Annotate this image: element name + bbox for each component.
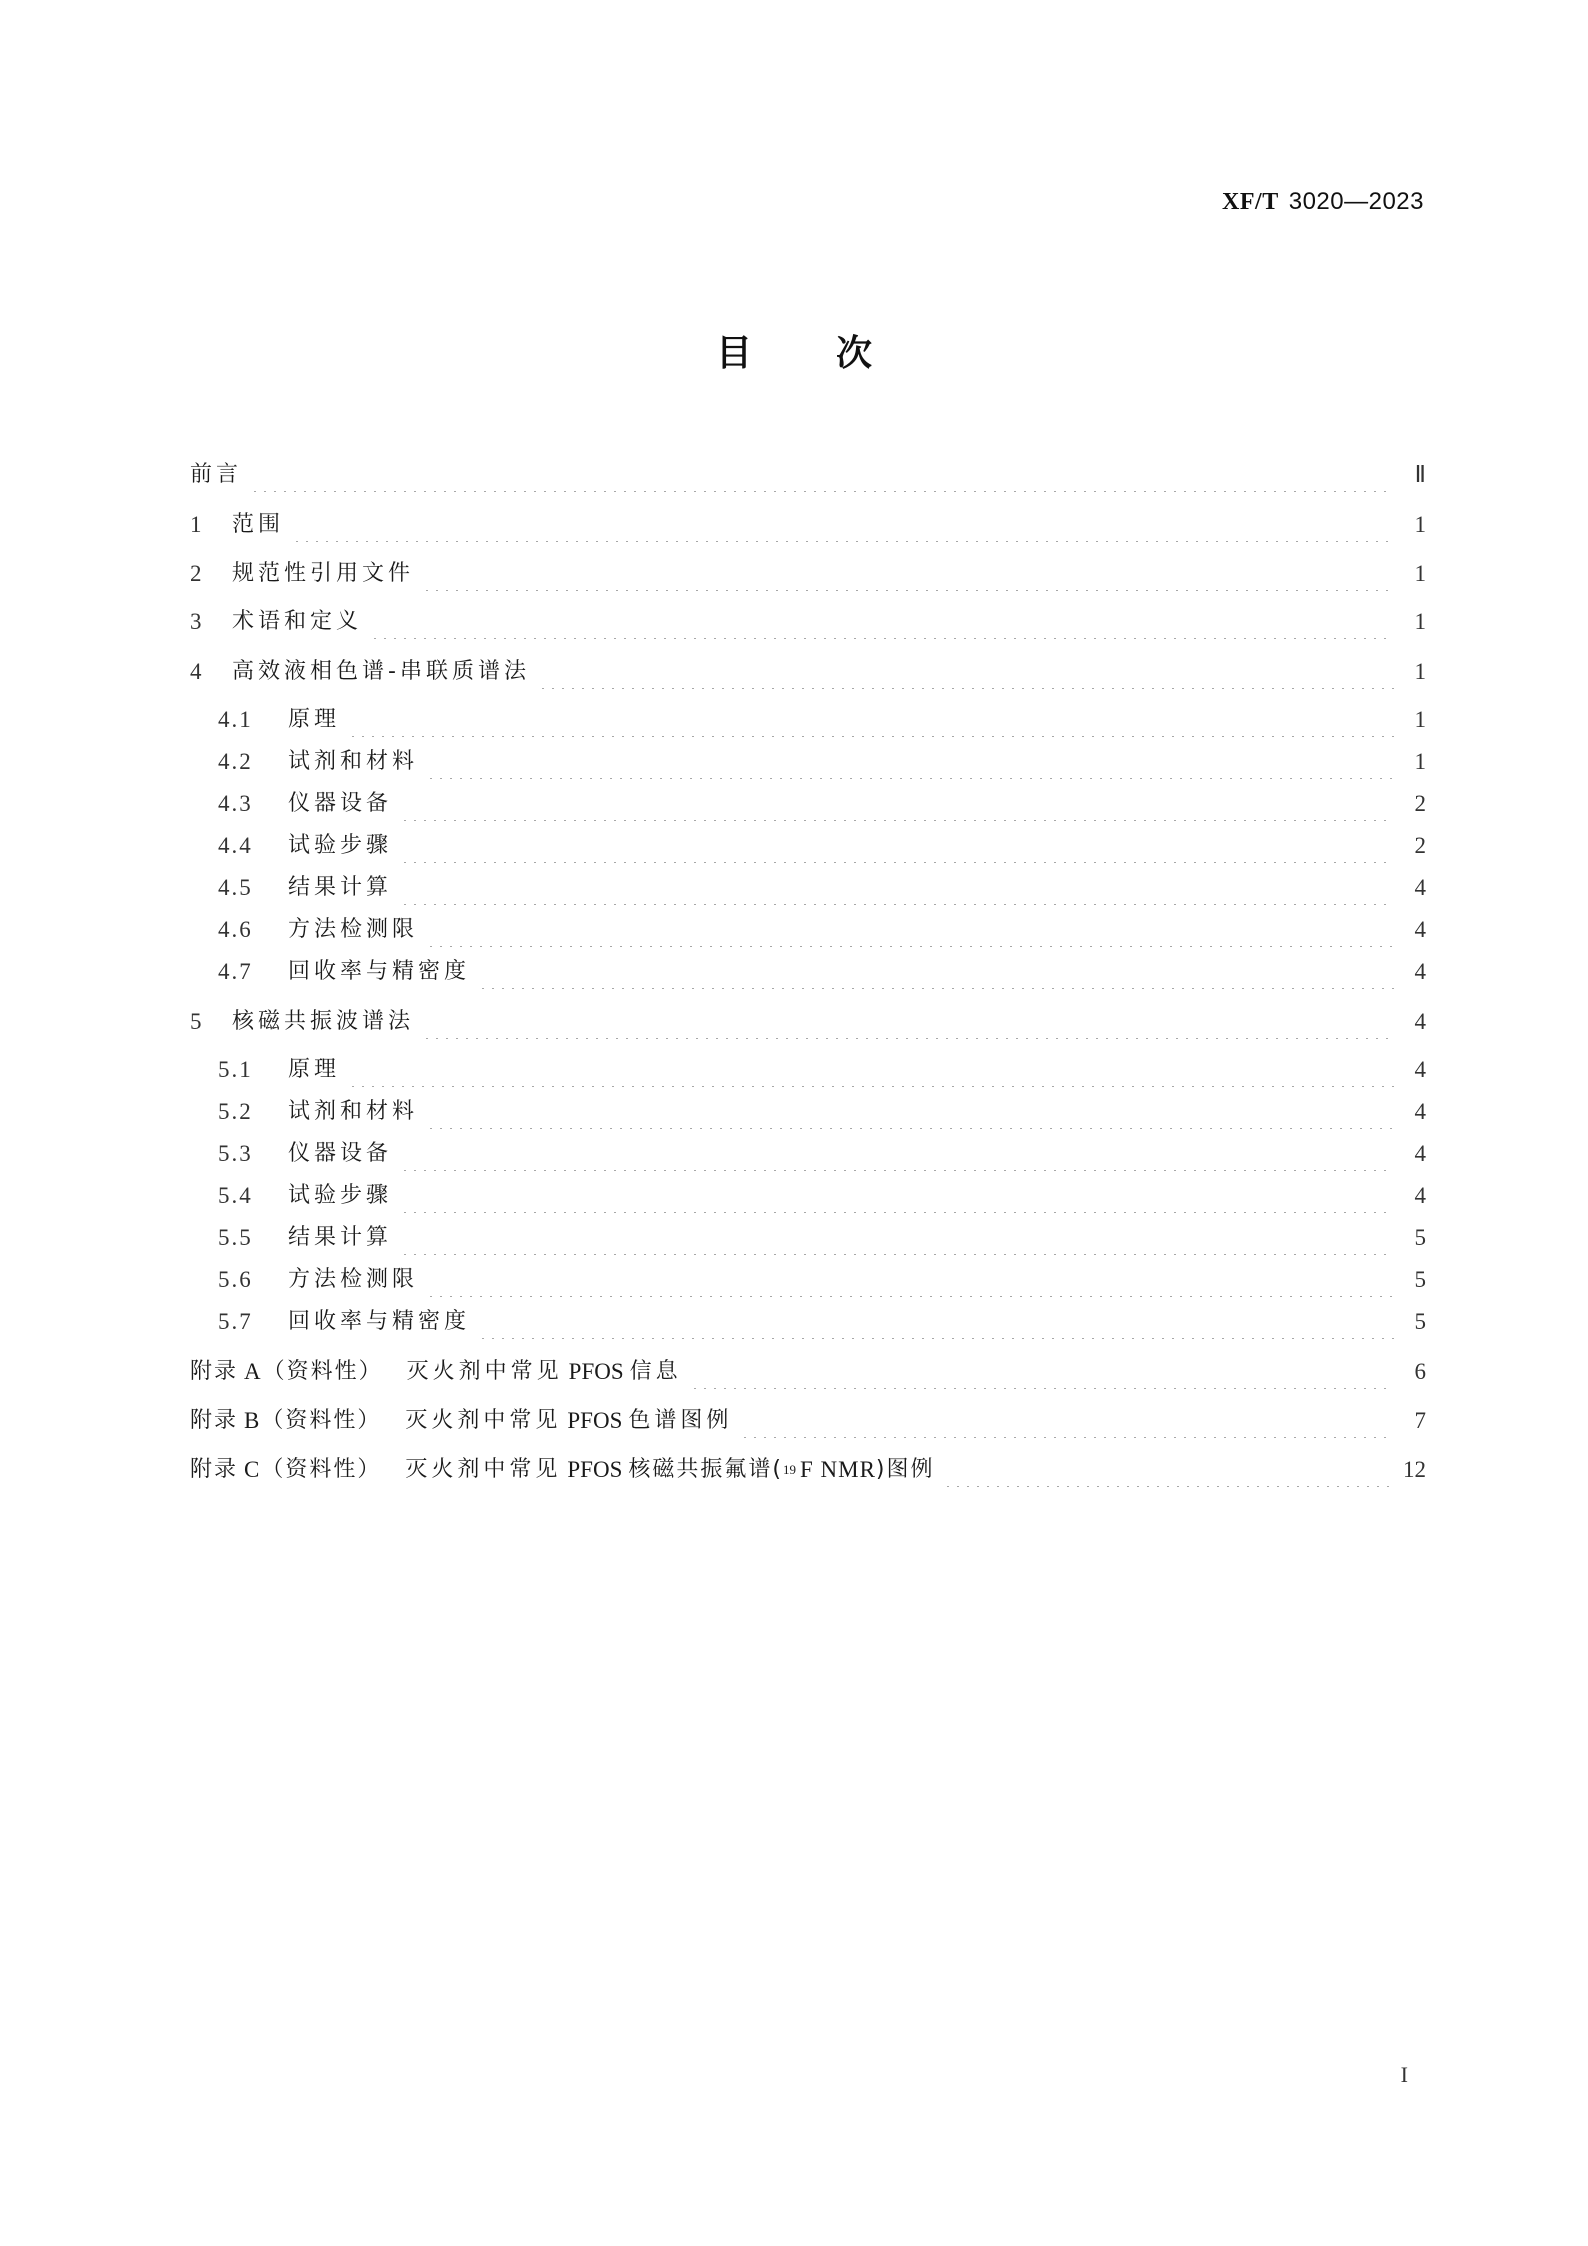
toc-entry-page: 5 [1414, 1267, 1426, 1292]
leader-dots [422, 1005, 1394, 1039]
toc-entry-section-4-2[interactable] [218, 745, 1426, 779]
toc-entry-appendix-a[interactable] [190, 1355, 1426, 1389]
appendix-title-pre: 灭火剂中常见 [405, 1408, 562, 1433]
appendix-title-post: 色谱图例 [628, 1408, 733, 1433]
page-title-char-2: 次 [836, 333, 873, 374]
leader-dots [478, 955, 1394, 989]
leader-dots [370, 605, 1394, 639]
appendix-title-tail: )图例 [875, 1457, 935, 1482]
toc-entry-page: 4 [1414, 1183, 1426, 1208]
toc-entry-section-5-6[interactable] [218, 1263, 1426, 1297]
toc-entry-page: Ⅱ [1414, 462, 1426, 487]
leader-dots [292, 508, 1394, 542]
leader-dots [426, 1095, 1394, 1129]
leader-dots [400, 1137, 1394, 1171]
toc-entry-label: 试剂和材料 [288, 1099, 419, 1124]
toc-entry-number: 5.3 [218, 1141, 253, 1166]
toc-entry-section-4-4[interactable] [218, 829, 1426, 863]
toc-entry-page: 1 [1414, 707, 1426, 732]
toc-entry-number: 4 [190, 659, 202, 684]
toc-entry-section-4-1[interactable] [218, 703, 1426, 737]
toc-entry-page: 1 [1414, 749, 1426, 774]
leader-dots [400, 871, 1394, 905]
toc-entry-label: 仪器设备 [288, 791, 393, 816]
toc-entry-label: 核磁共振波谱法 [232, 1009, 415, 1034]
document-code-number: 3020—2023 [1288, 188, 1424, 215]
toc-entry-label: 范围 [232, 512, 285, 537]
toc-entry-number: 4.5 [218, 875, 253, 900]
toc-entry-section-5[interactable] [190, 1005, 1426, 1039]
appendix-title-post: 核磁共振氟谱( [628, 1457, 783, 1482]
leader-dots [426, 745, 1394, 779]
toc-entry-section-5-7[interactable] [218, 1305, 1426, 1339]
toc-entry-appendix-b[interactable] [190, 1404, 1426, 1438]
appendix-title-latin: PFOS [567, 1408, 623, 1433]
toc-entry-page: 6 [1414, 1359, 1426, 1384]
toc-entry-label: 回收率与精密度 [288, 959, 471, 984]
toc-entry-page: 4 [1414, 1099, 1426, 1124]
appendix-prefix: 附录 [190, 1359, 239, 1384]
document-code-prefix: XF/T [1222, 189, 1279, 215]
toc-entry-number: 4.6 [218, 917, 253, 942]
page-number: I [1400, 2062, 1408, 2087]
document-code [1222, 188, 1424, 216]
toc-entry-page: 4 [1414, 1141, 1426, 1166]
toc-entry-label: 试验步骤 [288, 833, 393, 858]
toc-entry-number: 5.7 [218, 1309, 253, 1334]
toc-entry-label: 高效液相色谱-串联质谱法 [232, 659, 530, 684]
toc-entry-number: 2 [190, 561, 202, 586]
leader-dots [426, 913, 1394, 947]
toc-entry-section-2[interactable] [190, 557, 1426, 591]
leader-dots [400, 787, 1394, 821]
page-title-char-1: 目 [715, 333, 752, 374]
toc-entry-page: 4 [1414, 917, 1426, 942]
leader-dots [348, 1053, 1394, 1087]
toc-entry-number: 4.7 [218, 959, 253, 984]
appendix-title-latin: PFOS [568, 1359, 624, 1384]
toc-entry-section-4-6[interactable] [218, 913, 1426, 947]
appendix-letter: A [244, 1359, 261, 1384]
appendix-title-latin: PFOS [567, 1457, 623, 1482]
appendix-type: （资料性） [261, 1408, 382, 1433]
toc-entry-page: 5 [1414, 1309, 1426, 1334]
toc-entry-label: 原理 [288, 1057, 341, 1082]
leader-dots [400, 1179, 1394, 1213]
toc-entry-appendix-c[interactable] [190, 1453, 1426, 1487]
leader-dots [740, 1404, 1394, 1438]
nucleus-label: F NMR [799, 1457, 876, 1482]
toc-entry-section-4-3[interactable] [218, 787, 1426, 821]
appendix-type: （资料性） [262, 1359, 383, 1384]
leader-dots [422, 557, 1394, 591]
appendix-letter: C [244, 1457, 260, 1482]
leader-dots [400, 829, 1394, 863]
toc-entry-number: 4.2 [218, 749, 253, 774]
toc-entry-label: 回收率与精密度 [288, 1309, 471, 1334]
toc-entry-section-1[interactable] [190, 508, 1426, 542]
leader-dots [538, 655, 1394, 689]
toc-entry-section-4[interactable] [190, 655, 1426, 689]
toc-entry-label: 结果计算 [288, 875, 393, 900]
toc-entry-page: 4 [1414, 959, 1426, 984]
leader-dots [478, 1305, 1394, 1339]
toc-entry-number: 4.1 [218, 707, 253, 732]
toc-entry-section-3[interactable] [190, 605, 1426, 639]
toc-entry-number: 3 [190, 609, 202, 634]
toc-entry-page: 1 [1414, 512, 1426, 537]
toc-entry-label: 规范性引用文件 [232, 561, 415, 586]
appendix-title-pre: 灭火剂中常见 [405, 1457, 562, 1482]
leader-dots [690, 1355, 1394, 1389]
toc-entry-number: 5.5 [218, 1225, 253, 1250]
leader-dots [250, 458, 1394, 492]
toc-entry-section-5-5[interactable] [218, 1221, 1426, 1255]
toc-entry-page: 12 [1403, 1457, 1426, 1482]
toc-entry-page: 4 [1414, 1009, 1426, 1034]
toc-entry-number: 5.2 [218, 1099, 253, 1124]
toc-entry-label: 方法检测限 [288, 1267, 419, 1292]
toc-entry-page: 1 [1414, 659, 1426, 684]
toc-entry-label: 方法检测限 [288, 917, 419, 942]
toc-entry-section-5-1[interactable] [218, 1053, 1426, 1087]
toc-entry-number: 4.4 [218, 833, 253, 858]
toc-entry-page: 2 [1414, 833, 1426, 858]
toc-entry-section-5-4[interactable] [218, 1179, 1426, 1213]
toc-entry-section-4-7[interactable] [218, 955, 1426, 989]
toc-entry-number: 5 [190, 1009, 202, 1034]
toc-entry-label: 前言 [190, 462, 243, 487]
toc-entry-number: 4.3 [218, 791, 253, 816]
toc-entry-page: 4 [1414, 875, 1426, 900]
toc-entry-page: 4 [1414, 1057, 1426, 1082]
toc-entry-number: 5.4 [218, 1183, 253, 1208]
toc-entry-label: 原理 [288, 707, 341, 732]
toc-entry-page: 5 [1414, 1225, 1426, 1250]
isotope-superscript: 19 [782, 1462, 796, 1477]
leader-dots [400, 1221, 1394, 1255]
toc-entry-foreword[interactable] [190, 458, 1426, 492]
toc-entry-page: 7 [1414, 1408, 1426, 1433]
toc-entry-label: 试验步骤 [288, 1183, 393, 1208]
toc-entry-section-5-3[interactable] [218, 1137, 1426, 1171]
toc-entry-label: 试剂和材料 [288, 749, 419, 774]
appendix-title-post: 信息 [629, 1359, 682, 1384]
toc-entry-section-4-5[interactable] [218, 871, 1426, 905]
page-title [0, 325, 1588, 376]
toc-entry-number: 5.6 [218, 1267, 253, 1292]
appendix-prefix: 附录 [190, 1408, 239, 1433]
toc-entry-page: 2 [1414, 791, 1426, 816]
toc-entry-number: 5.1 [218, 1057, 253, 1082]
toc-entry-number: 1 [190, 512, 202, 537]
appendix-type: （资料性） [261, 1457, 382, 1482]
leader-dots [348, 703, 1394, 737]
toc-entry-page: 1 [1414, 561, 1426, 586]
toc-entry-section-5-2[interactable] [218, 1095, 1426, 1129]
toc-entry-label: 仪器设备 [288, 1141, 393, 1166]
toc-entry-page: 1 [1414, 609, 1426, 634]
toc-entry-label: 术语和定义 [232, 609, 363, 634]
appendix-letter: B [244, 1408, 260, 1433]
appendix-title-pre: 灭火剂中常见 [406, 1359, 563, 1384]
appendix-prefix: 附录 [190, 1457, 239, 1482]
toc-entry-label: 结果计算 [288, 1225, 393, 1250]
leader-dots [943, 1453, 1393, 1487]
leader-dots [426, 1263, 1394, 1297]
